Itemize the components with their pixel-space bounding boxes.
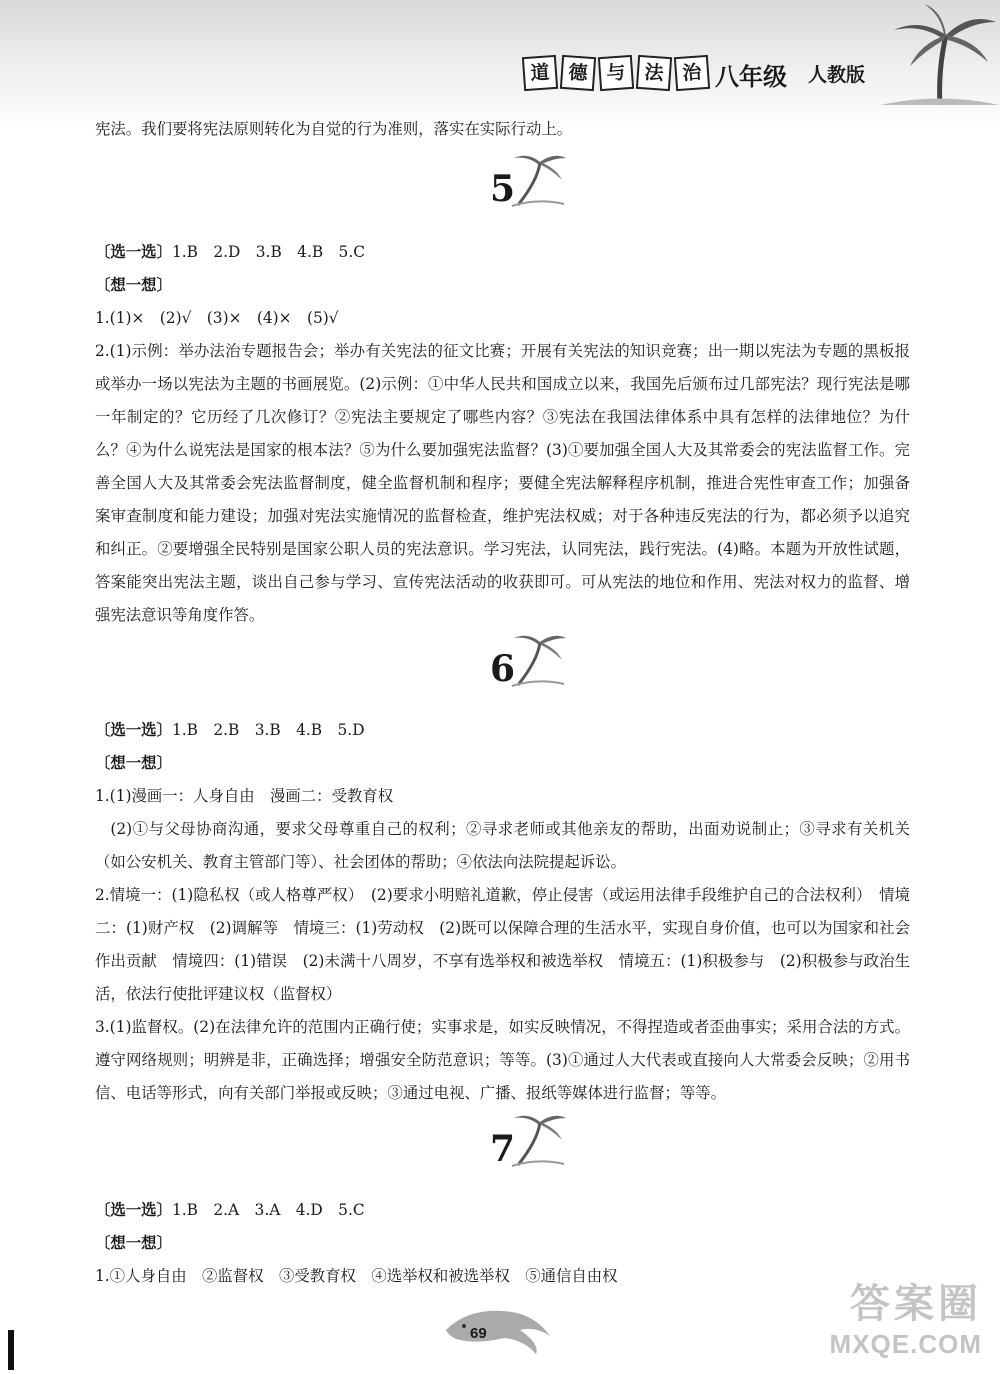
title-char: 治	[674, 55, 710, 91]
scan-edge-mark	[8, 1330, 14, 1370]
palm-tree-icon	[508, 630, 568, 690]
think-label: 〔想一想〕	[95, 1234, 172, 1252]
answer-text: 1.B 2.B 3.B 4.B 5.D	[171, 721, 365, 739]
watermark-en: MXQE.COM	[829, 1329, 982, 1359]
grade-label: 八年级	[715, 62, 787, 91]
watermark	[830, 1272, 982, 1360]
answer-text: 1.B 2.A 3.A 4.D 5.C	[171, 1201, 365, 1219]
choose-answers	[95, 1194, 910, 1227]
continued-line: 宪法。我们要将宪法原则转化为自觉的行为准则，落实在实际行动上。	[95, 120, 573, 138]
title-char: 德	[560, 55, 596, 91]
title-char: 道	[522, 55, 558, 91]
answer-line: 1.①人身自由 ②监督权 ③受教育权 ④选举权和被选举权 ⑤通信自由权	[95, 1267, 618, 1285]
answer-paragraph: 3.(1)监督权。(2)在法律允许的范围内正确行使；实事求是，如实反映情况，不得捏造或者歪曲事实；采用合法的方式。遵守网络规则；明辨是非，正确选择；增强安全防范意识；等等。(3)①通过人大代表或直接向人大常委会反映；②用书信、电话等形式，向有关部门举报或反映；③通过电视、广播、报纸等媒体进行监督；等等。	[95, 1018, 910, 1102]
choose-label: 〔选一选〕	[95, 721, 172, 739]
subject-title	[523, 56, 709, 90]
page-number: 69	[470, 1325, 487, 1342]
answer-paragraph: 2.(1)示例：举办法治专题报告会；举办有关宪法的征文比赛；开展有关宪法的知识竞赛；出一期以宪法为专题的黑板报或举办一场以宪法为主题的书画展览。(2)示例：①中华人民共和国成立以来，我国先后颁布过几部宪法？现行宪法是哪一年制定的？它历经了几次修订？②宪法主要规定了哪些内容？③宪法在我国法律体系中具有怎样的法律地位？为什么？④为什么说宪法是国家的根本法？⑤为什么要加强宪法监督？(3)①要加强全国人大及其常委会的宪法监督工作。完善全国人大及其常委会宪法监督制度，健全监督机制和程序；要健全宪法解释程序机制，推进合宪性审查工作；加强备案审查制度和能力建设；加强对宪法实施情况的监督检查，维护宪法权威；对于各种违反宪法的行为，都必须予以追究和纠正。②要增强全民特别是国家公职人员的宪法意识。学习宪法，认同宪法，践行宪法。(4)略。本题为开放性试题，答案能突出宪法主题，谈出自己参与学习、宣传宪法活动的收获即可。可从宪法的地位和作用、宪法对权力的监督、增强宪法意识等角度作答。	[95, 342, 910, 624]
answer-line: 1.(1)× (2)√ (3)× (4)× (5)√	[95, 309, 339, 327]
choose-answers	[95, 714, 910, 747]
answer-line: 1.(1)漫画一：人身自由 漫画二：受教育权	[95, 787, 394, 805]
section-number: 7	[490, 1128, 516, 1170]
choose-answers	[95, 236, 910, 269]
palm-tree-icon	[508, 150, 568, 210]
choose-label: 〔选一选〕	[95, 1201, 172, 1219]
title-char: 与	[598, 55, 634, 91]
think-label: 〔想一想〕	[95, 754, 172, 772]
section-number: 6	[490, 648, 516, 690]
answer-paragraph: (2)①与父母协商沟通，要求父母尊重自己的权利；②寻求老师或其他亲友的帮助，出面劝说制止；③寻求有关机关（如公安机关、教育主管部门等）、社会团体的帮助；④依法向法院提起诉讼。	[95, 820, 910, 871]
choose-label: 〔选一选〕	[95, 243, 172, 261]
edition-label: 人教版	[808, 64, 866, 86]
answer-text: 1.B 2.D 3.B 4.B 5.C	[171, 243, 365, 261]
answer-paragraph: 2.情境一：(1)隐私权（或人格尊严权） (2)要求小明赔礼道歉，停止侵害（或运用法律手段维护自己的合法权利） 情境二：(1)财产权 (2)调解等 情境三：(1)劳动权 (2)既可以保障合理的生活水平，实现自身价值，也可以为国家和社会作出贡献 情境四：(1)错误 (2)未满十八周岁，不享有选举权和被选举权 情境五：(1)积极参与 (2)积极参与政治生活，依法行使批评建议权（监督权）	[95, 886, 910, 1003]
palm-tree-icon	[508, 1110, 568, 1170]
title-char: 法	[636, 55, 672, 91]
palm-tree-icon	[880, 0, 1000, 110]
watermark-cn: 答案圈	[850, 1282, 982, 1326]
dolphin-icon	[440, 1300, 560, 1360]
think-label: 〔想一想〕	[95, 276, 172, 294]
section-number: 5	[490, 168, 516, 210]
